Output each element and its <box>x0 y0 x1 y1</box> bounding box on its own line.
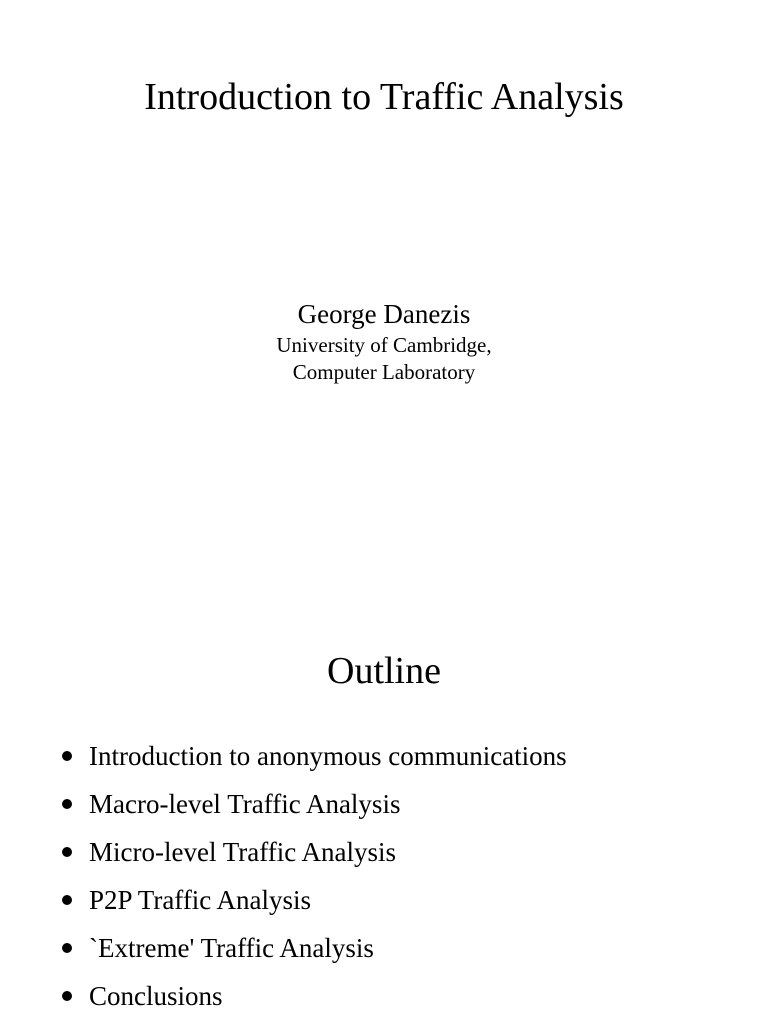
affiliation-line-1: University of Cambridge, <box>276 333 492 357</box>
bullet-icon <box>62 991 72 1001</box>
list-item <box>62 972 567 1020</box>
list-item <box>62 924 567 972</box>
bullet-icon <box>62 751 72 761</box>
slide-title: Introduction to Traffic Analysis <box>144 76 624 118</box>
list-item <box>62 876 567 924</box>
list-item <box>62 828 567 876</box>
list-item-text: Conclusions <box>89 981 223 1011</box>
outline-slide <box>0 512 768 1024</box>
list-item-text: `Extreme' Traffic Analysis <box>89 933 374 963</box>
list-item-text: Introduction to anonymous communications <box>89 741 567 771</box>
list-item-text: P2P Traffic Analysis <box>89 885 312 915</box>
affiliation-line-2: Computer Laboratory <box>292 360 476 384</box>
bullet-icon <box>62 895 72 905</box>
list-item-text: Micro-level Traffic Analysis <box>89 837 396 867</box>
bullet-icon <box>62 847 72 857</box>
outline-title: Outline <box>327 650 441 692</box>
author-block <box>0 296 768 386</box>
author-name: George Danezis <box>297 299 471 329</box>
bullet-icon <box>62 943 72 953</box>
list-item <box>62 780 567 828</box>
list-item-text: Macro-level Traffic Analysis <box>89 789 401 819</box>
bullet-icon <box>62 799 72 809</box>
outline-list <box>62 732 567 1020</box>
list-item <box>62 732 567 780</box>
